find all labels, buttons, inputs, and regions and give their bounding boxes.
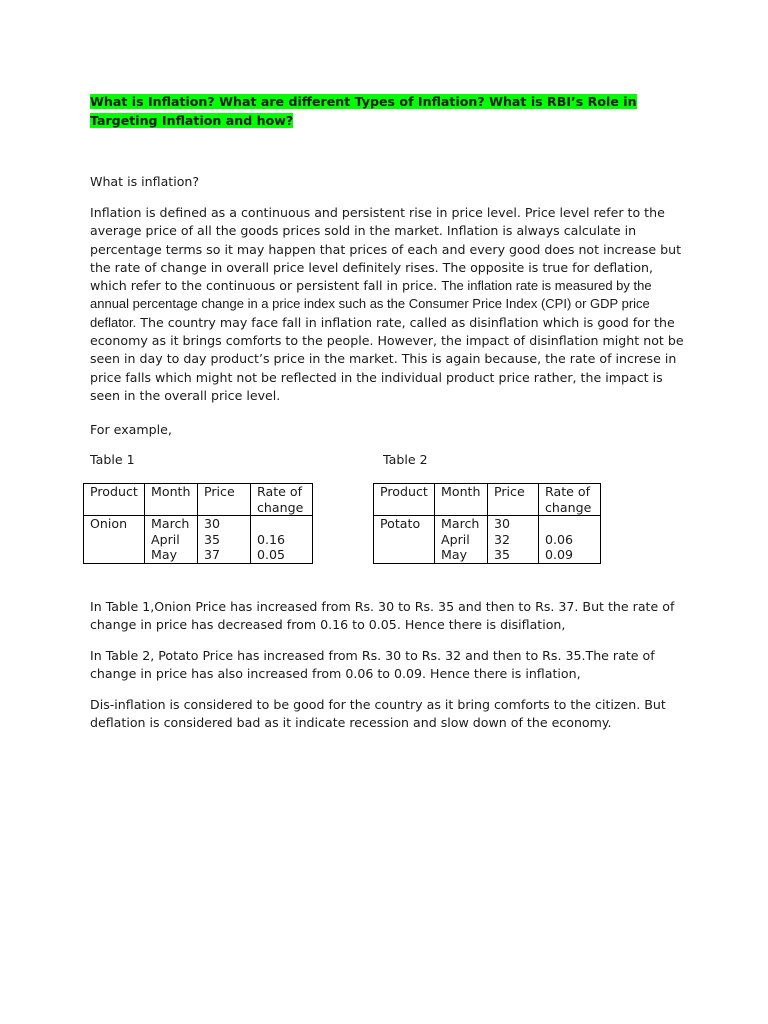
table-cell: 35 xyxy=(198,532,251,548)
table-cell: 30 xyxy=(488,516,539,532)
table1-header-product: Product xyxy=(84,484,145,516)
table1-caption: Table 1 xyxy=(90,452,135,467)
table2 xyxy=(373,483,601,564)
table2-header-row xyxy=(374,484,601,516)
document-title xyxy=(90,92,690,130)
table1-header-rate: Rate of change xyxy=(251,484,313,516)
table-cell: April xyxy=(435,532,488,548)
table-cell: 32 xyxy=(488,532,539,548)
table-cell: April xyxy=(145,532,198,548)
table-cell xyxy=(374,532,435,548)
table2-header-product: Product xyxy=(374,484,435,516)
definition-text-3: The country may face fall in inflation rate, called as disinflation which is good for the economy as it brings comforts to the people. However, the impact of disinflation might not be seen in day to day product’s price in the market. This is again because, the rate of increse in price falls which might not be reflected in the individual product price rather, the impact is seen in the overall price level. xyxy=(90,314,684,403)
table1 xyxy=(83,483,313,564)
table1-header-price: Price xyxy=(198,484,251,516)
table-cell: 0.06 xyxy=(539,532,601,548)
analysis-paragraph-1: In Table 1,Onion Price has increased from Rs. 30 to Rs. 35 and then to Rs. 37. But the rate of change in price has decreased from 0.16 to 0.05. Hence there is disiflation, xyxy=(90,599,675,633)
analysis-paragraph-2: In Table 2, Potato Price has increased from Rs. 30 to Rs. 32 and then to Rs. 35.The rate of change in price has also increased from 0.06 to 0.09. Hence there is inflation, xyxy=(90,648,655,682)
table-cell: Onion xyxy=(84,516,145,532)
table-cell: 0.05 xyxy=(251,547,313,563)
table2-caption: Table 2 xyxy=(383,452,428,467)
table-row xyxy=(84,532,313,548)
table-row xyxy=(84,547,313,563)
table1-header-row xyxy=(84,484,313,516)
table1-header-month: Month xyxy=(145,484,198,516)
example-label: For example, xyxy=(90,422,172,437)
table-cell: 30 xyxy=(198,516,251,532)
table-cell: 0.09 xyxy=(539,547,601,563)
table-cell xyxy=(251,516,313,532)
table-cell xyxy=(84,532,145,548)
highlighted-title-text: What is Inflation? What are different Types of Inflation? What is RBI’s Role in Targeting Inflation and how? xyxy=(90,94,637,128)
table-cell: March xyxy=(145,516,198,532)
table-row xyxy=(374,532,601,548)
table-row xyxy=(84,516,313,532)
table2-header-rate: Rate of change xyxy=(539,484,601,516)
intro-heading: What is inflation? xyxy=(90,174,200,189)
table-cell: 37 xyxy=(198,547,251,563)
table-row xyxy=(374,547,601,563)
table-cell xyxy=(374,547,435,563)
definition-text-1: Inflation is defined as a continuous and persistent rise in price level. Price level refer to the average price of all the goods prices sold in the market. Inflation is always calculate in percentage terms so it may happen that prices of each and every good does not increase but the rate of change in overall price level definitely rises. The opposite is true for deflation, which refer to the continuous or persistent fall in price. xyxy=(90,205,682,294)
definition-text-2: The inflation rate is measured by the annual percentage change in a price index such as the Consumer Price Index (CPI) or GDP price deflator. xyxy=(90,278,652,330)
definition-paragraph xyxy=(90,204,690,405)
table-cell: May xyxy=(435,547,488,563)
table-cell xyxy=(539,516,601,532)
table-cell: Potato xyxy=(374,516,435,532)
conclusion-paragraph: Dis-inflation is considered to be good for the country as it bring comforts to the citizen. But deflation is considered bad as it indicate recession and slow down of the economy. xyxy=(90,697,666,731)
table-cell: March xyxy=(435,516,488,532)
table-row xyxy=(374,516,601,532)
table2-header-month: Month xyxy=(435,484,488,516)
table-cell: May xyxy=(145,547,198,563)
table-cell: 35 xyxy=(488,547,539,563)
table-cell: 0.16 xyxy=(251,532,313,548)
table-cell xyxy=(84,547,145,563)
table2-header-price: Price xyxy=(488,484,539,516)
